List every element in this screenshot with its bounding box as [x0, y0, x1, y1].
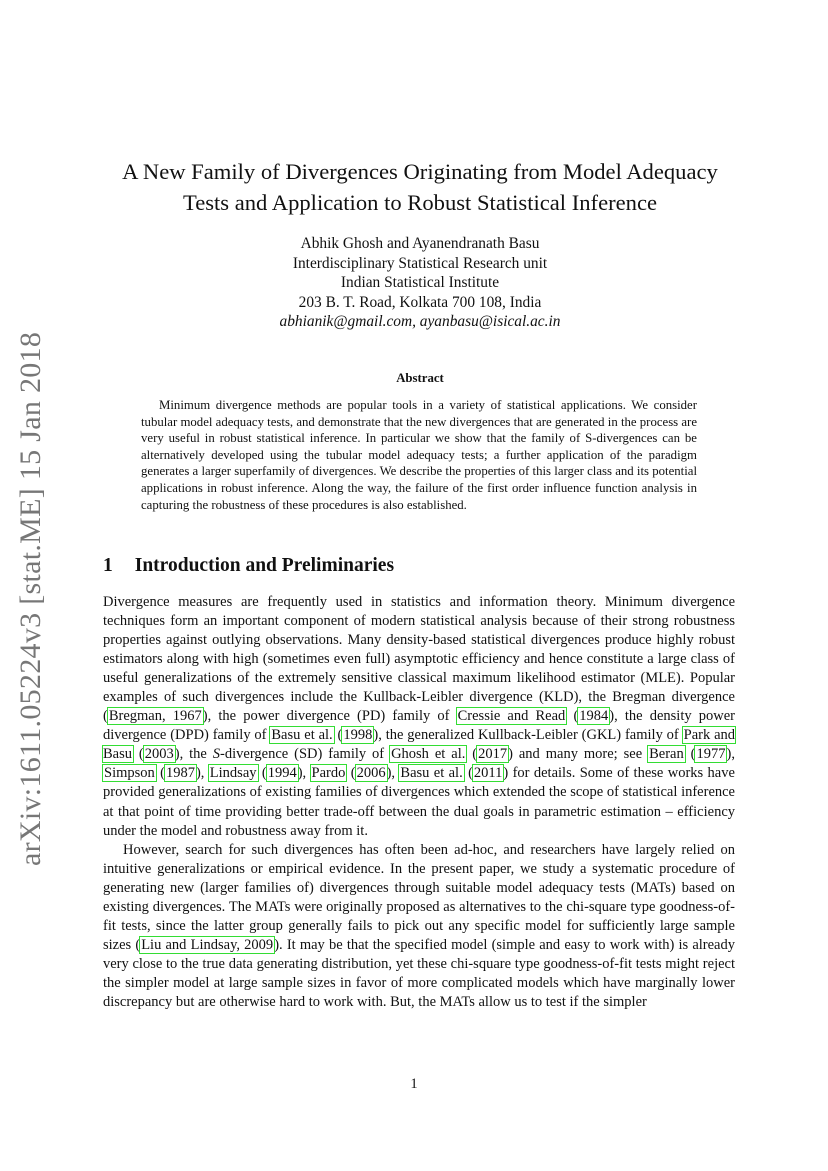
citation-basu-2011-year[interactable]: 2011	[473, 765, 503, 782]
citation-park-basu-year[interactable]: 2003	[144, 746, 174, 763]
text-run: ),	[386, 765, 400, 782]
text-run: ). It may be that the specified model (simple and easy to work with) is already very close to the true data generating distribution, yet these chi-square type goodness-of-fit tests might reject the simpler model at large sample sizes in favor of more complicated models which have marginally lower discrepancy but are otherwise hard to work with. But, the MATs allow us to test if the simpler	[103, 936, 735, 1010]
citation-simpson[interactable]: Simpson	[104, 765, 155, 782]
citation-cressie-read-year[interactable]: 1984	[579, 708, 609, 725]
author-address: 203 B. T. Road, Kolkata 700 108, India	[298, 293, 542, 311]
citation-beran-year[interactable]: 1977	[696, 746, 726, 763]
title-line-2: Tests and Application to Robust Statistical Inference	[182, 190, 658, 215]
citation-basu-1998-year[interactable]: 1998	[343, 727, 373, 744]
text-run: Divergence measures are frequently used in statistics and information theory. Minimum divergence techniques form an important component of modern statistical analysis because of their strong robustness properties against outlying observations. Many density-based statistical divergences produce highly robust estimators along with high (sometimes even full) asymptotic efficiency and hence constitute a large class of useful generalizations of the extremely sensitive classical maximum likelihood estimator (MLE). Popular examples of such divergences include the Kullback-Leibler divergence (KLD), the Bregman divergence (	[103, 594, 735, 725]
text-run: -divergence (SD) family of	[220, 746, 391, 763]
text-run: ),	[195, 765, 209, 782]
text-run: ), the	[174, 746, 213, 763]
text-run: ), the generalized Kullback-Leibler (GKL) family of	[373, 727, 683, 744]
section-heading	[103, 555, 743, 577]
text-run: (	[346, 765, 356, 782]
text-run: (	[684, 746, 696, 763]
text-run: (	[133, 746, 144, 763]
text-run: (	[463, 765, 473, 782]
introduction-body	[103, 593, 735, 1012]
author-block	[120, 234, 720, 332]
citation-simpson-year[interactable]: 1987	[165, 765, 195, 782]
text-run: ), the density power divergence (DPD) family of	[103, 708, 735, 744]
text-run: (	[566, 708, 579, 725]
arxiv-identifier: arXiv:1611.05224v3 [stat.ME] 15 Jan 2018	[14, 331, 47, 866]
text-run: (	[155, 765, 165, 782]
citation-basu-2011[interactable]: Basu et al.	[400, 765, 463, 782]
paper-title	[70, 156, 770, 218]
author-unit: Interdisciplinary Statistical Research unit	[292, 254, 548, 272]
text-run: ) and many more; see	[508, 746, 649, 763]
text-run: (	[257, 765, 267, 782]
author-names: Abhik Ghosh and Ayanendranath Basu	[300, 235, 540, 252]
citation-lindsay[interactable]: Lindsay	[209, 765, 257, 782]
text-run: (	[333, 727, 343, 744]
text-run: ), the power divergence (PD) family of	[202, 708, 457, 725]
author-emails: abhianik@gmail.com, ayanbasu@isical.ac.in	[279, 313, 561, 331]
text-run: ),	[297, 765, 311, 782]
abstract-heading: Abstract	[396, 371, 444, 385]
text-run: ),	[726, 746, 735, 763]
abstract-text: Minimum divergence methods are popular tools in a variety of statistical applications. We consider tubular model adequacy tests, and demonstrate that the new divergences that are generated in the process are very useful in robust statistical inference. In particular we show that the family of S-divergences can be alternatively developed using the tubular model adequacy tests; a further application of the paradigm generates a larger superfamily of divergences. We describe the properties of this larger class and its potential applications in robust inference. Along the way, the failure of the first order influence function analysis in capturing the robustness of these procedures is also established.	[141, 398, 697, 512]
intro-paragraph-2	[103, 841, 735, 1012]
text-run: ) for details. Some of these works have provided generalizations of existing families of divergences which extended the scope of statistical inference at that point of time providing better trade-off between the dual goals in parametric estimation – efficiency under the model and robustness away from it.	[103, 765, 735, 839]
citation-bregman[interactable]: Bregman, 1967	[108, 708, 202, 725]
citation-liu-lindsay[interactable]: Liu and Lindsay, 2009	[141, 936, 274, 953]
author-institute: Indian Statistical Institute	[340, 274, 500, 292]
text-run: (	[466, 746, 478, 763]
intro-paragraph-1	[103, 593, 735, 841]
citation-basu-1998[interactable]: Basu et al.	[271, 727, 333, 744]
citation-park-basu[interactable]: Park and Basu	[103, 727, 736, 763]
citation-beran[interactable]: Beran	[649, 746, 684, 763]
section-title: Introduction and Preliminaries	[134, 555, 395, 576]
citation-ghosh[interactable]: Ghosh et al.	[391, 746, 466, 763]
title-line-1: A New Family of Divergences Originating from Model Adequacy	[122, 159, 718, 184]
section-number: 1	[103, 555, 113, 576]
citation-ghosh-year[interactable]: 2017	[478, 746, 508, 763]
citation-pardo[interactable]: Pardo	[311, 765, 346, 782]
s-symbol: S	[212, 746, 221, 763]
page-number: 1	[410, 1076, 418, 1092]
citation-pardo-year[interactable]: 2006	[356, 765, 386, 782]
text-run: However, search for such divergences has often been ad-hoc, and researchers have largely relied on intuitive generalizations or empirical evidence. In the present paper, we study a systematic procedure of generating new (larger families of) divergences through suitable model adequacy tests (MATs) based on existing divergences. The MATs were originally proposed as alternatives to the chi-square type goodness-of-fit tests, since the latter group generally fails to pick out any specific model for sufficiently large sample sizes (	[103, 841, 735, 953]
citation-cressie-read[interactable]: Cressie and Read	[457, 708, 566, 725]
citation-lindsay-year[interactable]: 1994	[267, 765, 297, 782]
